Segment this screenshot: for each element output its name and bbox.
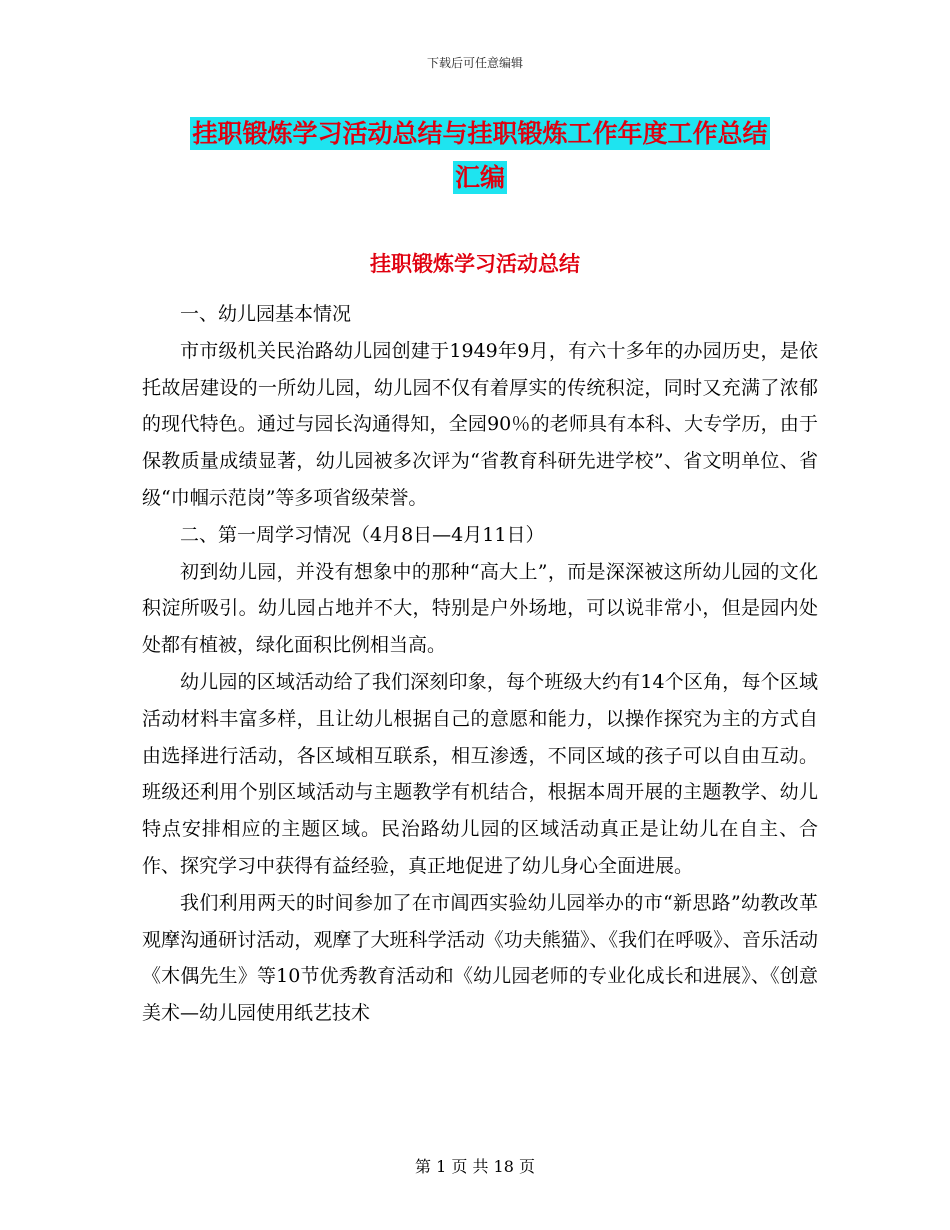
document-body: [142, 296, 818, 1032]
header-note: 下载后可任意编辑: [426, 56, 523, 70]
paragraph-observation: 我们利用两天的时间参加了在市阊西实验幼儿园举办的市“新思路”幼教改革观摩沟通研讨活动，观摩了大班科学活动《功夫熊猫》、《我们在呼吸》、音乐活动《木偶先生》等10节优秀教育活动和《幼儿园老师的专业化成长和进展》、《创意美术—幼儿园使用纸艺技术: [142, 891, 818, 1025]
section-title: 挂职锻炼学习活动总结: [370, 252, 580, 276]
main-title-text-2: 汇编: [454, 163, 505, 192]
paragraph-first-impression: 初到幼儿园，并没有想象中的那种“高大上”，而是深深被这所幼儿园的文化积淀所吸引。幼儿园占地并不大，特别是户外场地，可以说非常小，但是园内处处都有植被，绿化面积比例相当高。: [142, 560, 818, 657]
main-title-line-2: [160, 158, 800, 194]
main-title-line-1: [160, 114, 800, 150]
page-footer: 第 1 页 共 18 页: [415, 1157, 535, 1176]
heading-first-week: 二、第一周学习情况（4月8日—4月11日）: [180, 523, 545, 546]
main-title-text-1: 挂职锻炼学习活动总结与挂职锻炼工作年度工作总结: [192, 119, 768, 148]
heading-basic-info: 一、幼儿园基本情况: [180, 303, 352, 325]
paragraph-area-activities: 幼儿园的区域活动给了我们深刻印象，每个班级大约有14个区角，每个区域活动材料丰富多样，且让幼儿根据自己的意愿和能力，以操作探究为主的方式自由选择进行活动，各区域相互联系，相互渗透，不同区域的孩子可以自由互动。班级还利用个别区域活动与主题教学有机结合，根据本周开展的主题教学、幼儿特点安排相应的主题区域。民治路幼儿园的区域活动真正是让幼儿在自主、合作、探究学习中获得有益经验，真正地促进了幼儿身心全面进展。: [142, 670, 818, 877]
paragraph-kindergarten-intro: 市市级机关民治路幼儿园创建于1949年9月，有六十多年的办园历史，是依托故居建设的一所幼儿园，幼儿园不仅有着厚实的传统积淀，同时又充满了浓郁的现代特色。通过与园长沟通得知，全园90％的老师具有本科、大专学历，由于保教质量成绩显著，幼儿园被多次评为“省教育科研先进学校”、省文明单位、省级“巾帼示范岗”等多项省级荣誉。: [142, 339, 818, 509]
